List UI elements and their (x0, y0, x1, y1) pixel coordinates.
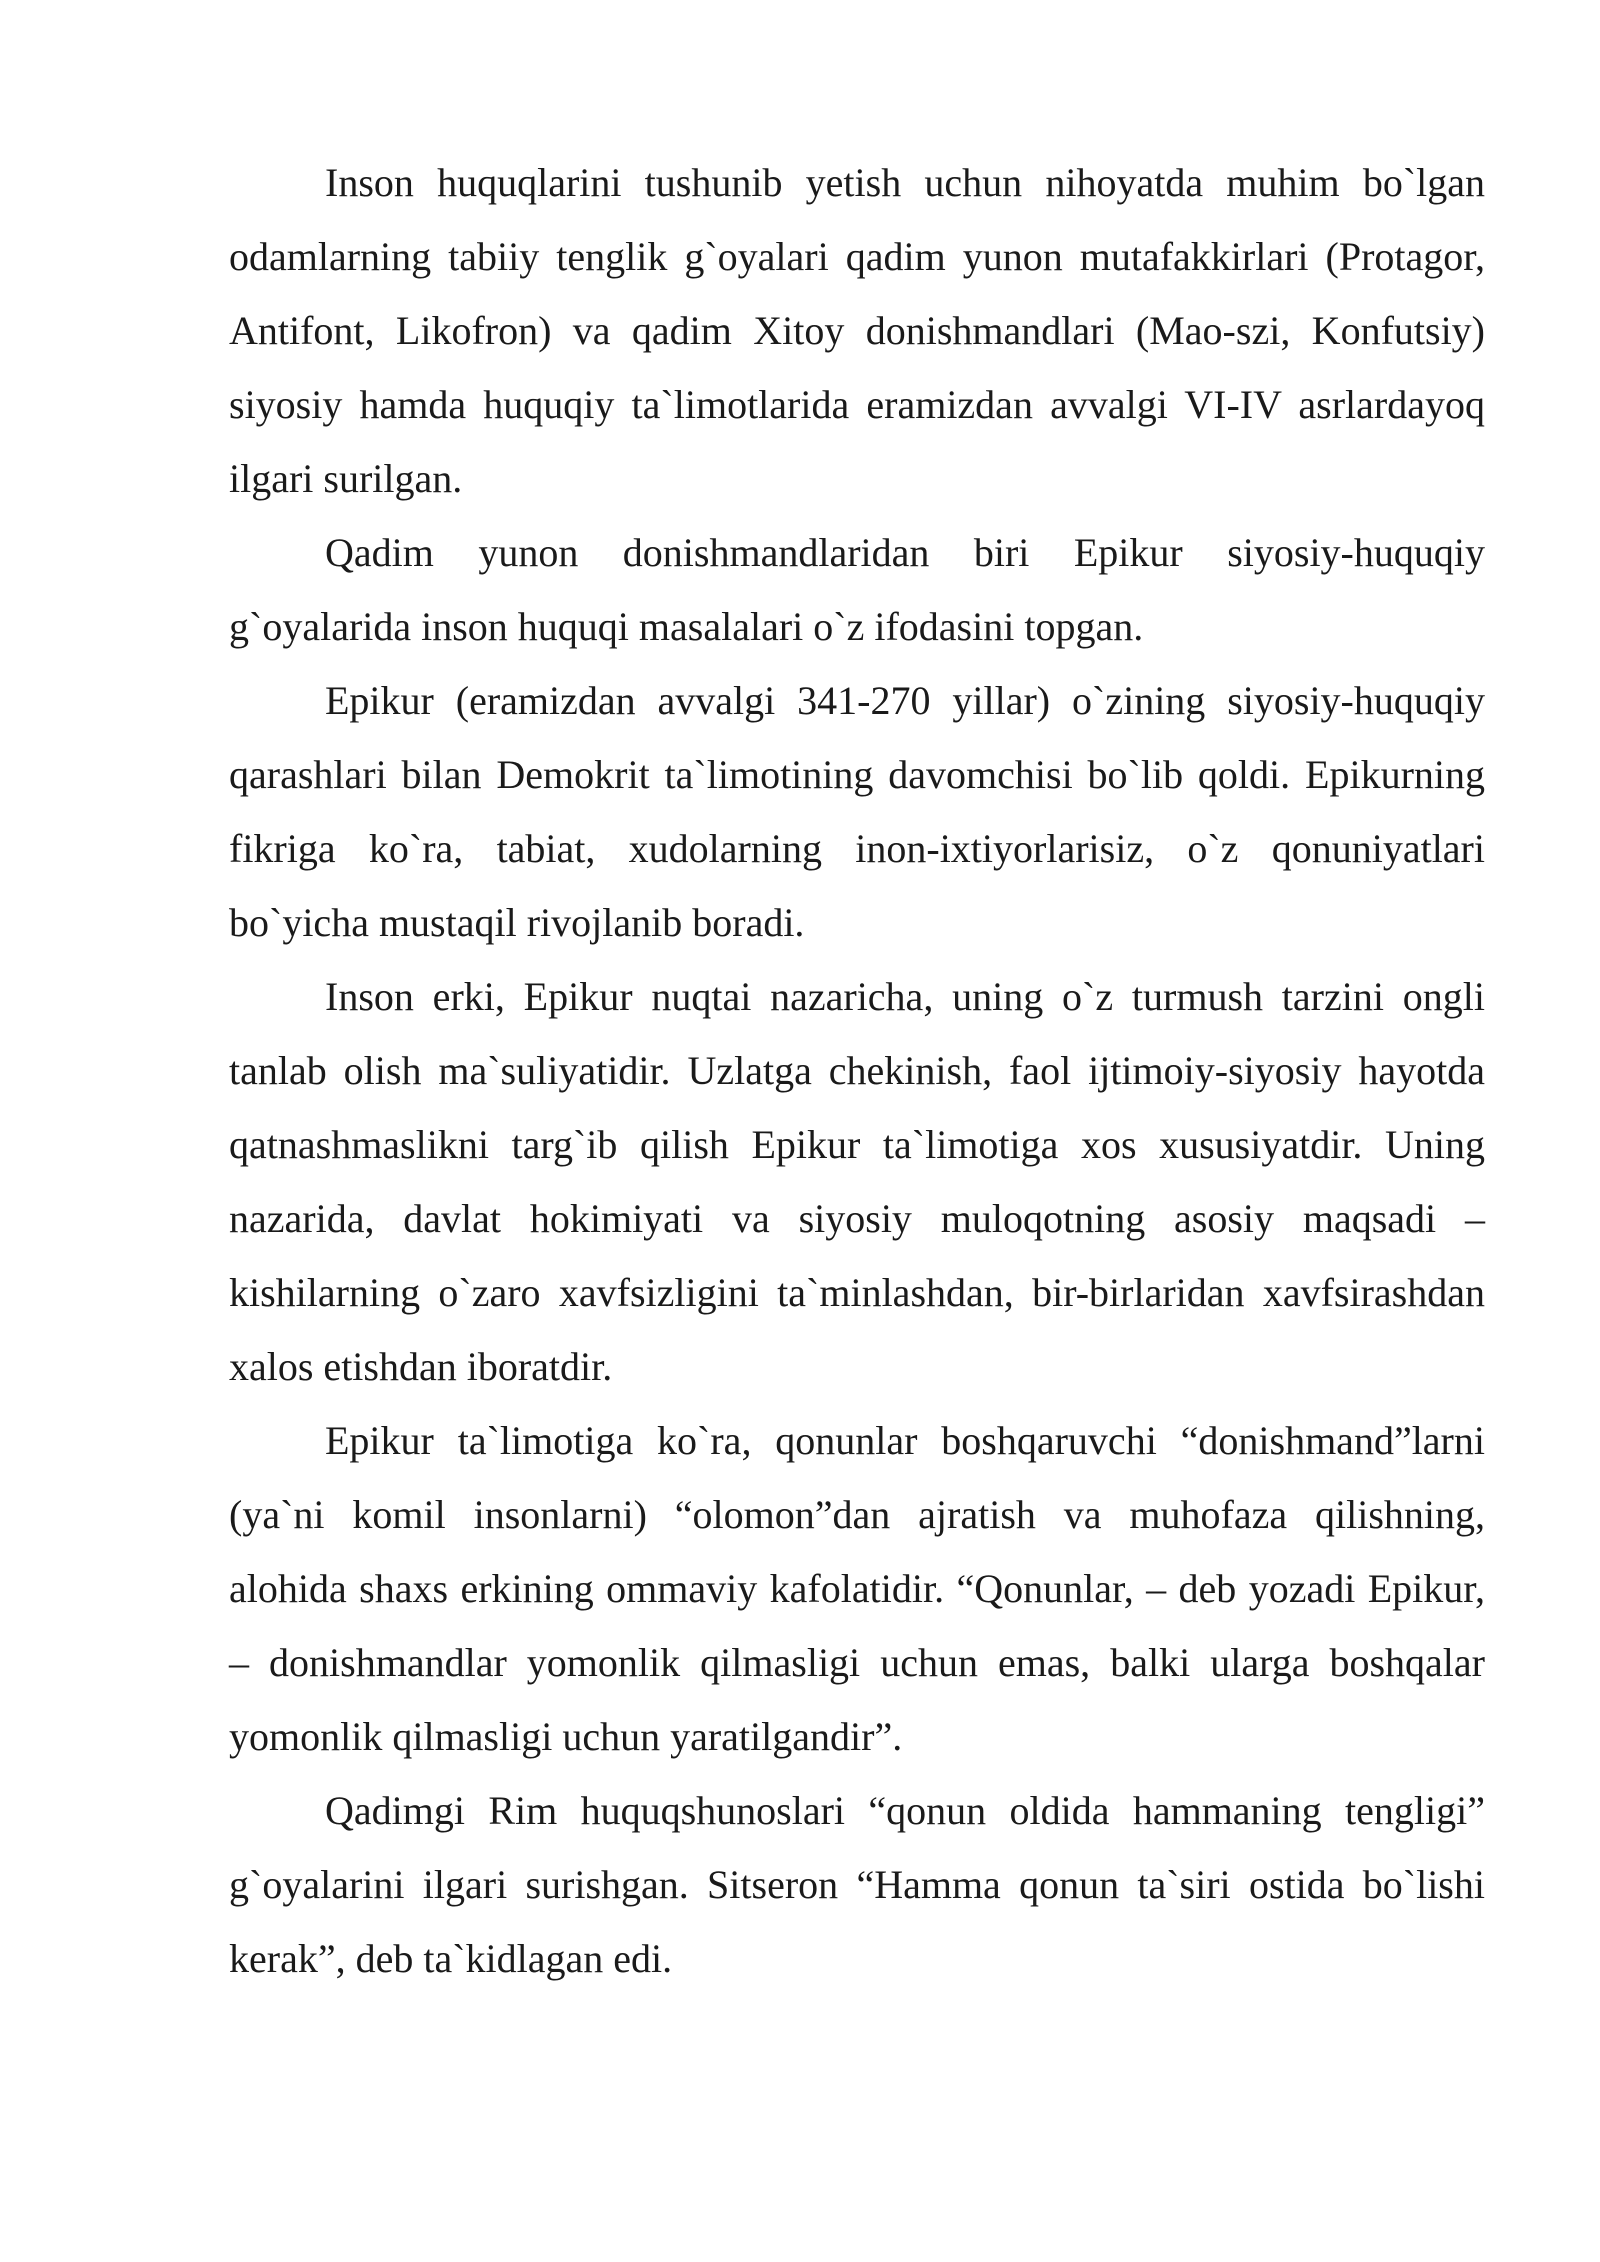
paragraph-6: Qadimgi Rim huquqshunoslari “qonun oldida hammaning tengligi” g`oyalarini ilgari surishgan. Sitseron “Hamma qonun ta`siri ostida bo`lishi kerak”, deb ta`kidlagan edi. (229, 1788, 1485, 1981)
paragraph-2: Qadim yunon donishmandlaridan biri Epikur siyosiy-huquqiy g`oyalarida inson huquqi masalalari o`z ifodasini topgan. (229, 530, 1485, 649)
paragraph-1: Inson huquqlarini tushunib yetish uchun nihoyatda muhim bo`lgan odamlarning tabiiy tenglik g`oyalari qadim yunon mutafakkirlari (Protagor, Antifont, Likofron) va qadim Xitoy donishmandlari (Mao-szi, Konfutsiy) siyosiy hamda huquqiy ta`limotlarida eramizdan avvalgi VI-IV asrlardayoq ilgari surilgan. (229, 160, 1485, 501)
paragraph-3: Epikur (eramizdan avvalgi 341-270 yillar) o`zining siyosiy-huquqiy qarashlari bilan Demokrit ta`limotining davomchisi bo`lib qoldi. Epikurning fikriga ko`ra, tabiat, xudolarning inon-ixtiyorlarisiz, o`z qonuniyatlari bo`yicha mustaqil rivojlanib boradi. (229, 678, 1485, 945)
paragraph-4: Inson erki, Epikur nuqtai nazaricha, uning o`z turmush tarzini ongli tanlab olish ma`suliyatidir. Uzlatga chekinish, faol ijtimoiy-siyosiy hayotda qatnashmaslikni targ`ib qilish Epikur ta`limotiga xos xususiyatdir. Uning nazarida, davlat hokimiyati va siyosiy muloqotning asosiy maqsadi – kishilarning o`zaro xavfsizligini ta`minlashdan, bir-birlaridan xavfsirashdan xalos etishdan iboratdir. (229, 974, 1485, 1389)
paragraph-5: Epikur ta`limotiga ko`ra, qonunlar boshqaruvchi “donishmand”larni (ya`ni komil insonlarni) “olomon”dan ajratish va muhofaza qilishning, alohida shaxs erkining ommaviy kafolatidir. “Qonunlar, – deb yozadi Epikur, – donishmandlar yomonlik qilmasligi uchun emas, balki ularga boshqalar yomonlik qilmasligi uchun yaratilgandir”. (229, 1418, 1485, 1759)
body-text (229, 146, 1485, 1996)
